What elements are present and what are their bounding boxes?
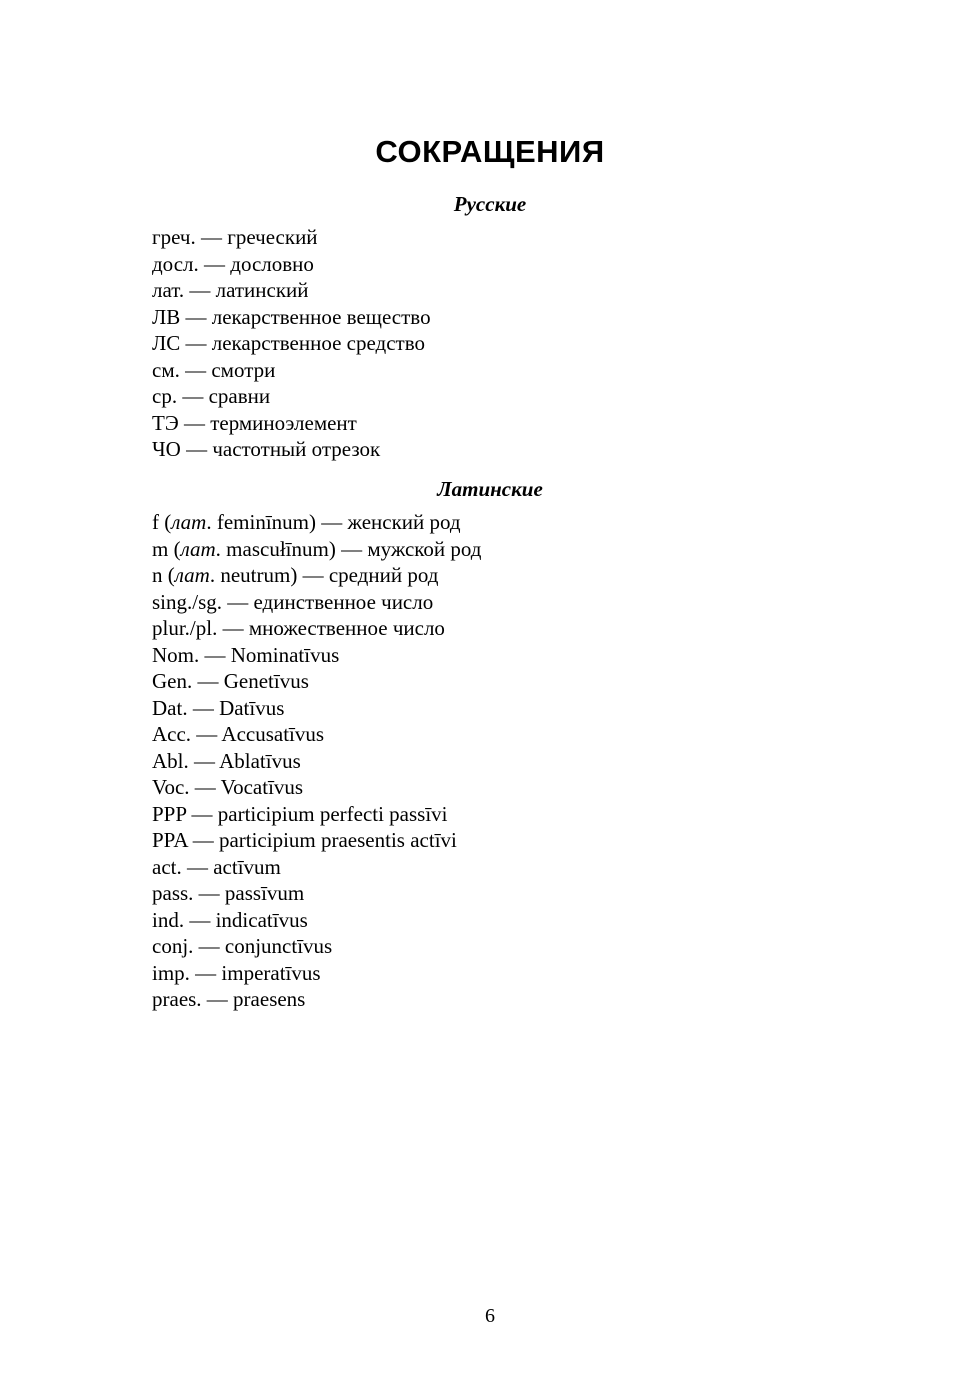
abbreviation-entry: praes. — praesens [152, 987, 306, 1011]
abbreviation-entry: sing./sg. — единственное число [152, 589, 434, 614]
entry-definition: . neutrum) — средний род [209, 563, 439, 587]
abbreviation-entry: PPA — participium praesentis actīvi [152, 828, 457, 852]
entry-abbreviation-prefix: f ( [152, 510, 172, 534]
entry-abbreviation-prefix: n ( [152, 563, 175, 587]
abbreviation-entry: ЧО — частотный отрезок [152, 437, 381, 461]
abbreviation-entry: досл. — дословно [152, 251, 314, 276]
page-number: 6 [485, 1305, 495, 1327]
abbreviation-list-russian [152, 224, 431, 463]
abbreviation-entry: plur./pl. — множественное число [152, 616, 445, 640]
entry-language-marker: лат [180, 536, 216, 561]
abbreviation-entry: ind. — indicatīvus [152, 907, 308, 932]
abbreviation-entry: ЛС — лекарственное средство [152, 331, 425, 355]
entry-language-marker: лат [171, 510, 207, 534]
abbreviation-entry: лат. — латинский [152, 278, 309, 302]
abbreviation-entry: ЛВ — лекарственное вещество [152, 304, 431, 329]
entry-language-marker: лат [174, 563, 210, 587]
abbreviation-entry: см. — смотри [152, 357, 276, 382]
abbreviation-entry: ср. — сравни [152, 384, 271, 408]
abbreviation-entry: ТЭ — терминоэлемент [152, 410, 357, 435]
abbreviation-entry: Acc. — Accusatīvus [152, 722, 325, 746]
section-heading-latin: Латинские [437, 477, 543, 501]
abbreviation-entry: imp. — imperatīvus [152, 960, 321, 985]
abbreviation-entry: PPP — participium perfecti passīvi [152, 801, 448, 826]
abbreviation-entry: conj. — conjunctīvus [152, 934, 333, 958]
abbreviation-entry: Nom. — Nominatīvus [152, 642, 340, 667]
entry-abbreviation-prefix: m ( [152, 536, 181, 561]
abbreviation-entry: Gen. — Genetīvus [152, 669, 309, 693]
entry-definition: . mascułīnum) — мужской род [215, 536, 482, 561]
abbreviation-entry: Abl. — Ablatīvus [152, 748, 301, 773]
page-title: СОКРАЩЕНИЯ [375, 134, 605, 169]
abbreviation-entry: act. — actīvum [152, 854, 281, 879]
abbreviation-entry: греч. — греческий [152, 225, 318, 249]
abbreviation-entry [152, 536, 481, 563]
section-heading-russian: Русские [453, 192, 527, 216]
abbreviation-entry: Dat. — Datīvus [152, 695, 285, 720]
abbreviation-entry [152, 562, 481, 589]
abbreviation-entry: Voc. — Vocatīvus [152, 775, 304, 799]
abbreviation-entry [152, 509, 481, 536]
abbreviation-entry: pass. — passīvum [152, 881, 305, 905]
abbreviation-list-latin [152, 509, 481, 1013]
entry-definition: . feminīnum) — женский род [206, 510, 461, 534]
